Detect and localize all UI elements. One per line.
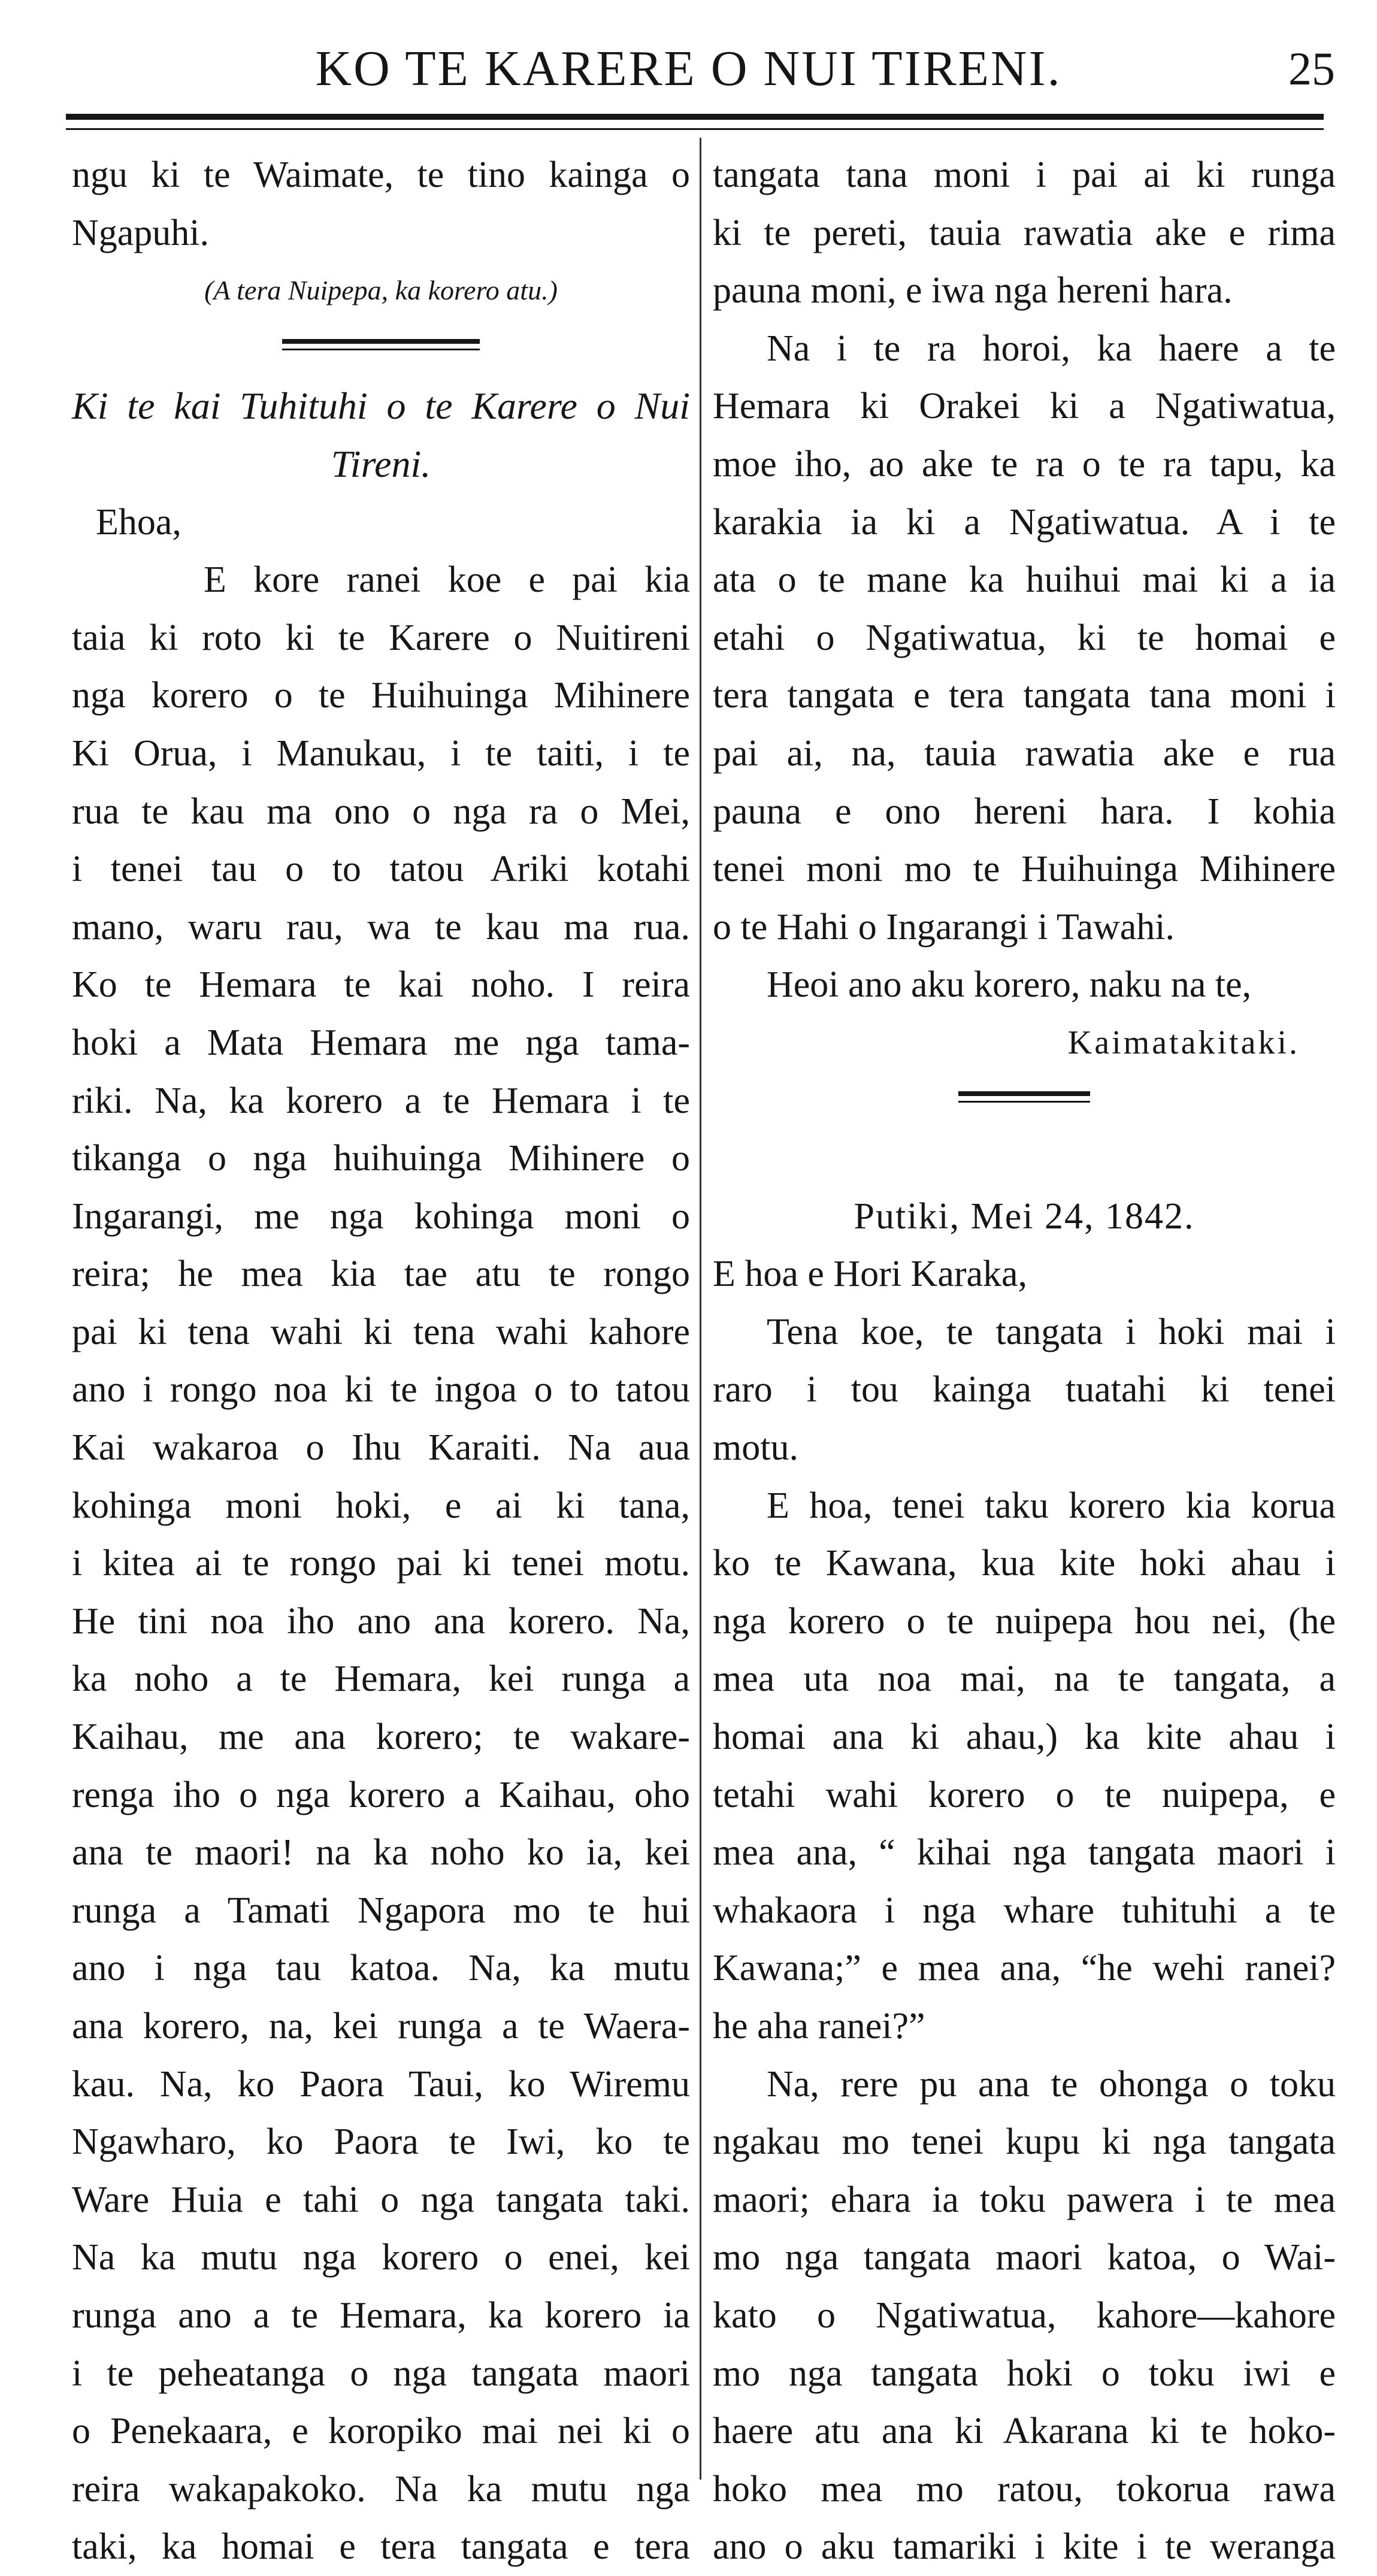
text-line: ka noho a te Hemara, kei runga a [72, 1658, 690, 1700]
text-line: ngakau mo tenei kupu ki nga tangata [713, 2121, 1336, 2163]
signature: Kaimatakitaki. [1067, 1024, 1300, 1061]
text-line: taia ki roto ki te Karere o Nuitireni [72, 617, 690, 658]
salutation: Ehoa, [96, 501, 181, 543]
column-divider [700, 138, 701, 2480]
text-line: tera tangata e tera tangata tana moni i [713, 675, 1336, 716]
text-line: rua te kau ma ono o nga ra o Mei, [72, 791, 690, 832]
closing-line: Heoi ano aku korero, naku na te, [767, 964, 1252, 1006]
text-line: ano i nga tau katoa. Na, ka mutu [72, 1948, 690, 1989]
text-line: o Penekaara, e koropiko mai nei ki o [72, 2411, 690, 2452]
text-line: haere atu ana ki Akarana ki te hoko- [713, 2411, 1336, 2452]
text-line: Na ka mutu nga korero o enei, kei [72, 2237, 690, 2278]
text-line: Na, rere pu ana te ohonga o toku [767, 2063, 1336, 2105]
letter-heading: Ki te kai Tuhituhi o te Karere o Nui [72, 385, 690, 428]
text-line: mea uta noa mai, na te tangata, a [713, 1658, 1336, 1700]
text-line: ki te pereti, tauia rawatia ake e rima [713, 212, 1336, 253]
text-line: Ki Orua, i Manukau, i te taiti, i te [72, 732, 690, 774]
text-line: nga korero o te Huihuinga Mihinere [72, 675, 690, 716]
text-line: i tenei tau o to tatou Ariki kotahi [72, 849, 690, 890]
text-line: pauna moni, e iwa nga hereni hara. [713, 270, 1233, 311]
text-line: kato o Ngatiwatua, kahore—kahore [713, 2295, 1336, 2336]
text-line: Ngawharo, ko Paora te Iwi, ko te [72, 2121, 690, 2163]
dateline: Putiki, Mei 24, 1842. [854, 1195, 1195, 1237]
text-line: mea ana, “ kihai nga tangata maori i [713, 1832, 1336, 1873]
text-line: renga iho o nga korero a Kaihau, oho [72, 1774, 690, 1815]
text-line: Ware Huia e tahi o nga tangata taki. [72, 2179, 690, 2220]
text-line: taki, ka homai e tera tangata e tera [72, 2526, 690, 2568]
attribution-note: (A tera Nuipepa, ka korero atu.) [204, 275, 558, 306]
text-line: E hoa, tenei taku korero kia korua [767, 1485, 1336, 1526]
text-line: maori; ehara ia toku pawera i te mea [713, 2179, 1336, 2220]
text-line: mano, waru rau, wa te kau ma rua. [72, 906, 690, 948]
text-line: pai ki tena wahi ki tena wahi kahore [72, 1311, 690, 1352]
text-line: nga korero o te nuipepa hou nei, (he [713, 1600, 1336, 1642]
text-line: riki. Na, ka korero a te Hemara i te [72, 1080, 690, 1121]
section-rule [713, 1072, 1336, 1130]
section-rule [72, 320, 690, 378]
text-line: ana te maori! na ka noho ko ia, kei [72, 1832, 690, 1873]
text-line: mo nga tangata maori katoa, o Wai- [713, 2237, 1336, 2278]
page-header [0, 36, 1377, 102]
text-line: reira wakapakoko. Na ka mutu nga [72, 2468, 690, 2510]
text-line: raro i tou kainga tuatahi ki tenei [713, 1369, 1336, 1410]
text-line: Kaihau, me ana korero; te wakare- [72, 1717, 690, 1758]
header-rule-thin [66, 128, 1324, 130]
text-line: etahi o Ngatiwatua, ki te homai e [713, 617, 1336, 658]
text-line: mo nga tangata hoki o toku iwi e [713, 2353, 1336, 2394]
text-line: Kai wakaroa o Ihu Karaiti. Na aua [72, 1427, 690, 1469]
text-line: ana korero, na, kei runga a te Waera- [72, 2006, 690, 2047]
text-line: Ingarangi, me nga kohinga moni o [72, 1195, 690, 1237]
text-line: pai ai, na, tauia rawatia ake e rua [713, 732, 1336, 774]
header-rule-thick [66, 114, 1324, 120]
text-line: whakaora i nga whare tuhituhi a te [713, 1890, 1336, 1931]
text-line: runga a Tamati Ngapora mo te hui [72, 1890, 690, 1931]
text-line: pauna e ono hereni hara. I kohia [713, 791, 1336, 832]
text-line: reira; he mea kia tae atu te rongo [72, 1254, 690, 1295]
text-line: motu. [713, 1427, 798, 1469]
text-line: o te Hahi o Ingarangi i Tawahi. [713, 906, 1175, 948]
text-line: ata o te mane ka huihui mai ki a ia [713, 559, 1336, 601]
text-line: Ko te Hemara te kai noho. I reira [72, 964, 690, 1006]
text-line: ko te Kawana, kua kite hoki ahau i [713, 1543, 1336, 1584]
running-title: KO TE KARERE O NUI TIRENI. [315, 41, 1062, 96]
salutation: E hoa e Hori Karaka, [713, 1254, 1028, 1295]
text-line: ngu ki te Waimate, te tino kainga o [72, 155, 690, 195]
text-line: Ngapuhi. [72, 212, 210, 253]
text-line: homai ana ki ahau,) ka kite ahau i [713, 1717, 1336, 1758]
text-line: hoki a Mata Hemara me nga tama- [72, 1022, 690, 1063]
text-line: Na i te ra horoi, ka haere a te [767, 328, 1336, 369]
text-line: i te peheatanga o nga tangata maori [72, 2353, 690, 2394]
text-line: runga ano a te Hemara, ka korero ia [72, 2295, 690, 2336]
text-line: E kore ranei koe e pai kia [204, 559, 690, 601]
letter-heading-cont: Tireni. [331, 442, 431, 485]
text-line: He tini noa iho ano ana korero. Na, [72, 1600, 690, 1642]
text-line: karakia ia ki a Ngatiwatua. A i te [713, 501, 1336, 543]
text-line: tetahi wahi korero o te nuipepa, e [713, 1774, 1336, 1815]
right-column [713, 146, 1336, 2576]
text-line: hoko mea mo ratou, tokorua rawa [713, 2468, 1336, 2510]
text-line: kau. Na, ko Paora Taui, ko Wiremu [72, 2063, 690, 2105]
text-line: ano o aku tamariki i kite i te weranga [713, 2526, 1336, 2568]
text-line: he aha ranei?” [713, 2006, 925, 2047]
spacer-line [713, 1130, 1336, 1188]
text-line: Tena koe, te tangata i hoki mai i [767, 1311, 1336, 1352]
text-line: tenei moni mo te Huihuinga Mihinere [713, 849, 1336, 890]
text-line: Kawana;” e mea ana, “he wehi ranei? [713, 1948, 1336, 1989]
text-line: Hemara ki Orakei ki a Ngatiwatua, [713, 386, 1336, 427]
text-line: i kitea ai te rongo pai ki tenei motu. [72, 1543, 690, 1584]
text-line: ano i rongo noa ki te ingoa o to tatou [72, 1369, 690, 1410]
text-line: tangata tana moni i pai ai ki runga [713, 155, 1336, 195]
text-line: kohinga moni hoki, e ai ki tana, [72, 1485, 690, 1526]
text-line: tikanga o nga huihuinga Mihinere o [72, 1138, 690, 1179]
text-line: moe iho, ao ake te ra o te ra tapu, ka [713, 443, 1336, 485]
left-column [72, 146, 690, 2576]
page-number: 25 [1288, 43, 1335, 95]
